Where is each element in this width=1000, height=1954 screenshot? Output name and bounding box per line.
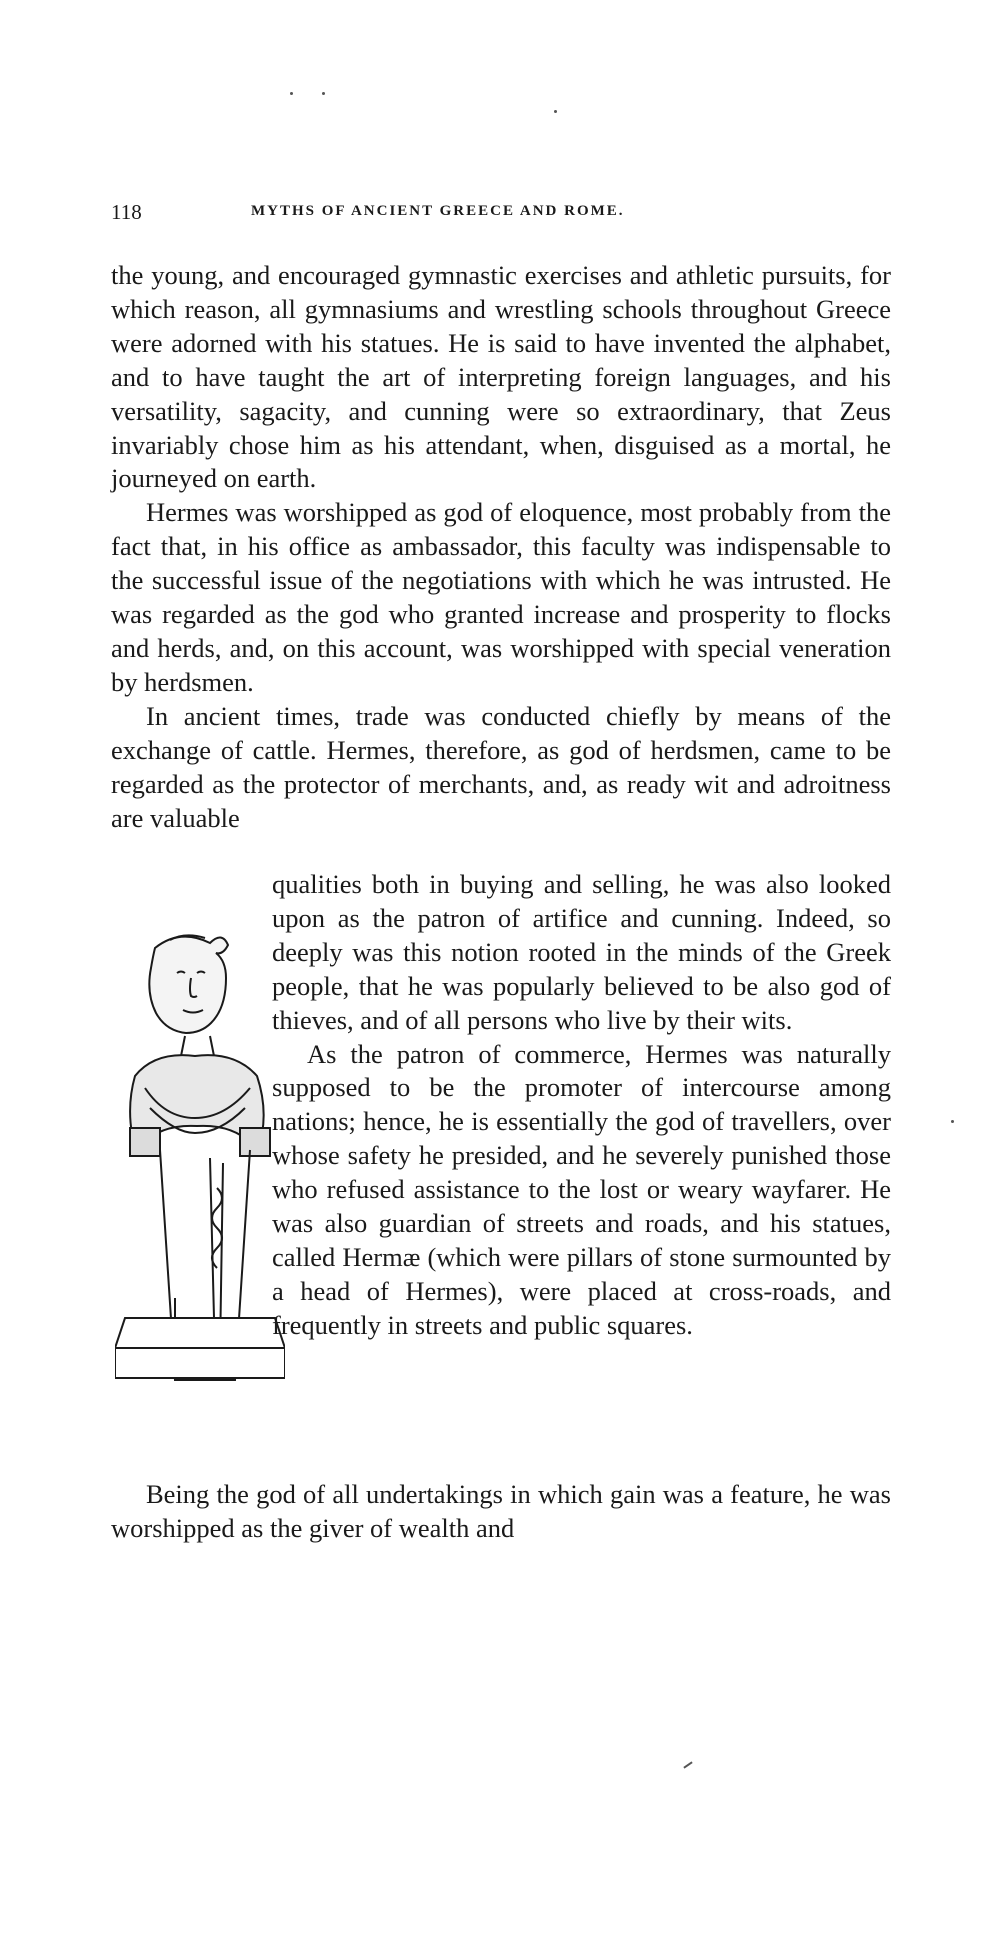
body-text-wrapped (272, 868, 891, 1343)
paragraph-gain: Being the god of all undertakings in which gain was a feature, he was worshipped as the giver of wealth and (111, 1479, 891, 1543)
herma-bust-icon (115, 918, 285, 1396)
page-header (111, 200, 891, 230)
paragraph-eloquence: Hermes was worshipped as god of eloquence, most probably from the fact that, in his office as ambassador, this faculty was indispensable to the successful issue of the negotiations with which he was intrusted. He was regarded as the god who granted increase and prosperity to flocks and herds, and, on this account, was worshipped with special veneration by herdsmen. (111, 497, 891, 697)
speck (554, 110, 557, 113)
speck (322, 92, 325, 95)
running-title: MYTHS OF ANCIENT GREECE AND ROME. (251, 203, 625, 219)
speck (683, 1761, 692, 1768)
paragraph-trade: In ancient times, trade was conducted chiefly by means of the exchange of cattle. Hermes, therefore, as god of herdsmen, came to be regarded as the protector of merchants, and, as ready wit and adroitness are valuable (111, 700, 891, 833)
speck (951, 1120, 954, 1123)
paragraph-continued: the young, and encouraged gymnastic exercises and athletic pursuits, for which reason, all gymnasiums and wrestling schools throughout Greece were adorned with his statues. He is said to have invented the alphabet, and to have taught the art of interpreting foreign languages, and his versatility, sagacity, and cunning were so extraordinary, that Zeus invariably chose him as his attendant, when, disguised as a mortal, he journeyed on earth. (111, 260, 891, 494)
paragraph-commerce: As the patron of commerce, Hermes was naturally supposed to be the promoter of intercourse among nations; hence, he is essentially the god of travellers, over whose safety he presided, and he severely punished those who refused assistance to the lost or weary wayfarer. He was also guardian of streets and roads, and his statues, called Hermæ (which were pillars of stone surmounted by a head of Hermes), were placed at cross-roads, and frequently in streets and public squares. (272, 1038, 891, 1340)
page-number: 118 (111, 200, 142, 224)
speck (290, 92, 293, 95)
paragraph-trade-continued: qualities both in buying and selling, he was also looked upon as the patron of artifice and cunning. Indeed, so deeply was this notion rooted in the minds of the Greek people, that he was popularly believed to be also god of thieves, and of all persons who live by their wits. (272, 869, 891, 1035)
body-text-bottom (111, 1478, 891, 1546)
body-text-top (111, 259, 891, 835)
